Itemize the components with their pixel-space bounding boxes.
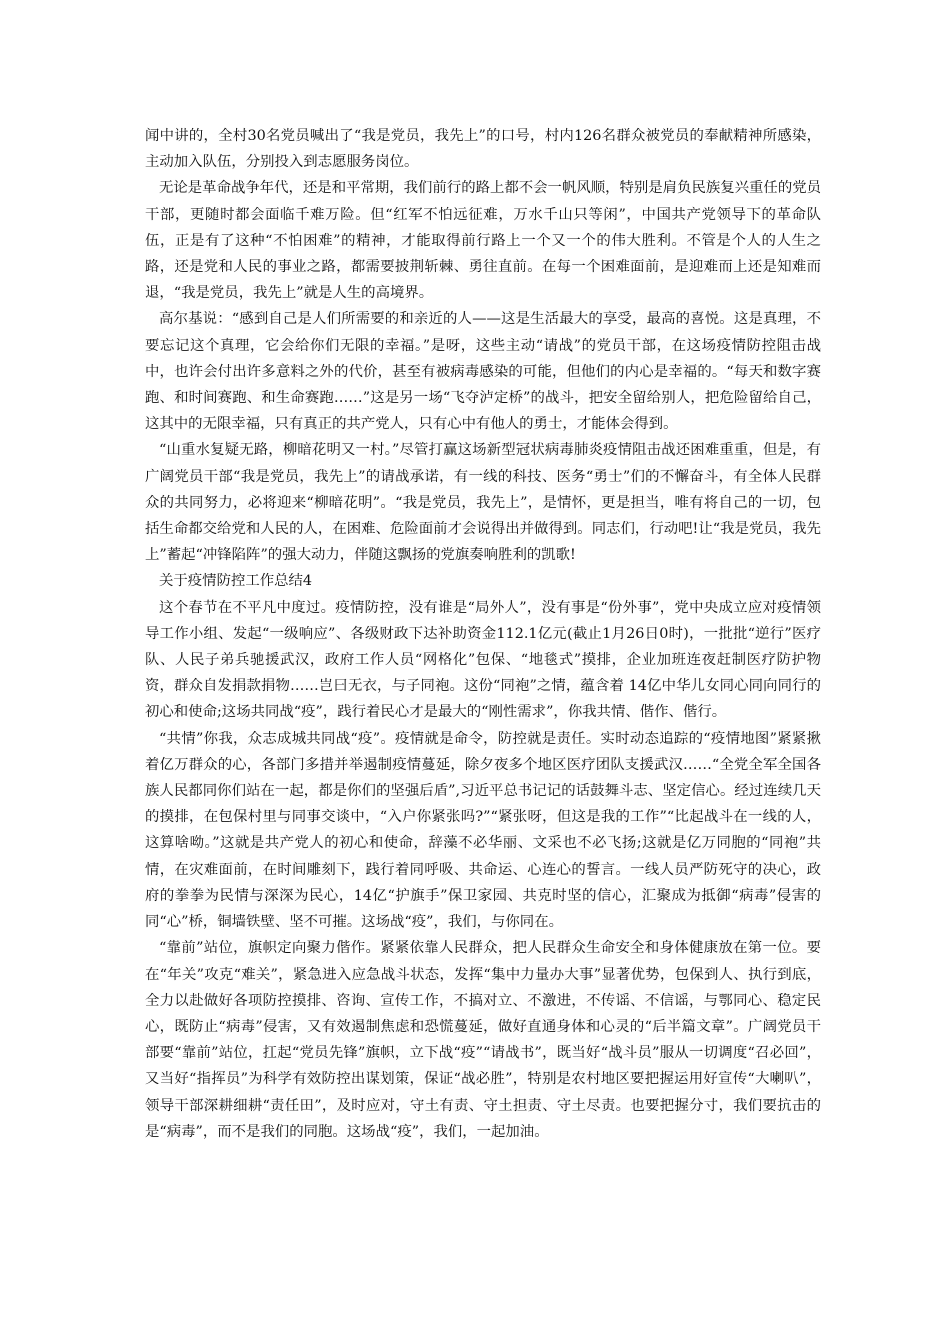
section-title: 关于疫情防控工作总结4 [159,573,313,590]
paragraph-continuation: 闻中讲的，全村30名党员喊出了“我是党员，我先上”的口号，村内126名群众被党员的奉献精神所感染，主动加入队伍，分别投入到志愿服务岗位。 [145,128,821,171]
paragraph: “靠前”站位，旗帜定向聚力偕作。紧紧依靠人民群众，把人民群众生命安全和身体健康放在第一位。要在“年关”攻克“难关”，紧急进入应急战斗状态，发挥“集中力量办大事”显著优势，包保到人、执行到底，全力以赴做好各项防控摸排、咨询、宣传工作，不搞对立、不激进，不传谣、不信谣，与鄂同心、稳定民心，既防止“病毒”侵害，又有效遏制焦虑和恐慌蔓延，做好直通身体和心灵的“后半篇文章”。广阔党员干部要“靠前”站位，扛起“党员先锋”旗帜，立下战“疫”“请战书”，既当好“战斗员”服从一切调度“召必回”，又当好“指挥员”为科学有效防控出谋划策，保证“战必胜”，特别是农村地区要把握运用好宣传“大喇叭”，领导干部深耕细耕“责任田”，及时应对，守土有责、守土担责、守土尽责。也要把握分寸，我们要抗击的是“病毒”，而不是我们的同胞。这场战“疫”，我们，一起加油。 [145,940,821,1140]
paragraph: “共情”你我，众志成城共同战“疫”。疫情就是命令，防控就是责任。实时动态追踪的“疫情地图”紧紧揪着亿万群众的心，各部门多措并举遏制疫情蔓延，除夕夜多个地区医疗团队支援武汉……“全党全军全国各族人民都同你们站在一起，都是你们的坚强后盾”,习近平总书记记的话鼓舞斗志、坚定信心。经过连续几天的摸排，在包保村里与同事交谈中，“入户你紧张吗?”“紧张呀，但这是我的工作”“比起战斗在一线的人，这算啥呦。”这就是共产党人的初心和使命，辞藻不必华丽、文采也不必飞扬;这就是亿万同胞的“同袍”共情，在灾难面前，在时间雕刻下，践行着同呼吸、共命运、心连心的誓言。一线人员严防死守的决心，政府的拳拳为民情与深深为民心，14亿“护旗手”保卫家园、共克时坚的信心，汇聚成为抵御“病毒”侵害的同“心”桥，铜墙铁壁、坚不可摧。这场战“疫”，我们，与你同在。 [145,730,821,931]
paragraph: 无论是革命战争年代，还是和平常期，我们前行的路上都不会一帆风顺，特别是肩负民族复兴重任的党员干部，更随时都会面临千难万险。但“红军不怕远征难，万水千山只等闲”，中国共产党领导下的革命队伍，正是有了这种“不怕困难”的精神，才能取得前行路上一个又一个的伟大胜利。不管是个人的人生之路，还是党和人民的事业之路，都需要披荆斩棘、勇往直前。在每一个困难面前，是迎难而上还是知难而退，“我是党员，我先上”就是人生的高境界。 [145,180,821,302]
paragraph: 高尔基说：“感到自己是人们所需要的和亲近的人——这是生活最大的享受，最高的喜悦。这是真理，不要忘记这个真理，它会给你们无限的幸福。”是呀，这些主动“请战”的党员干部，在这场疫情防控阻击战中，也许会付出许多意料之外的代价，甚至有被病毒感染的可能，但他们的内心是幸福的。“每天和数字赛跑、和时间赛跑、和生命赛跑……”这是另一场“飞夺泸定桥”的战斗，把安全留给别人，把危险留给自己，这其中的无限幸福，只有真正的共产党人，只有心中有他人的勇士，才能体会得到。 [145,311,821,433]
paragraph: “山重水复疑无路，柳暗花明又一村。”尽管打赢这场新型冠状病毒肺炎疫情阻击战还困难重重，但是，有广阔党员干部“我是党员，我先上”的请战承诺，有一线的科技、医务“勇士”们的不懈奋斗，有全体人民群众的共同努力，必将迎来“柳暗花明”。“我是党员，我先上”，是情怀，更是担当，唯有将自己的一切，包括生命都交给党和人民的人，在困难、危险面前才会说得出并做得到。同志们，行动吧!让“我是党员，我先上”蓄起“冲锋陷阵”的强大动力，伴随这飘扬的党旗奏响胜利的凯歌! [145,442,821,564]
document-page [145,123,821,1145]
paragraph: 这个春节在不平凡中度过。疫情防控，没有谁是“局外人”，没有事是“份外事”，党中央成立应对疫情领导工作小组、发起“一级响应”、各级财政下达补助资金112.1亿元(截止1月26日0时)，一批批“逆行”医疗队、人民子弟兵驰援武汉，政府工作人员“网格化”包保、“地毯式”摸排，企业加班连夜赶制医疗防护物资，群众自发捐款捐物……岂曰无衣，与子同袍。这份“同袍”之情，蕴含着 14亿中华儿女同心同向同行的初心和使命;这场共同战“疫”，践行着民心才是最大的“刚性需求”，你我共情、偕作、偕行。 [145,599,821,721]
